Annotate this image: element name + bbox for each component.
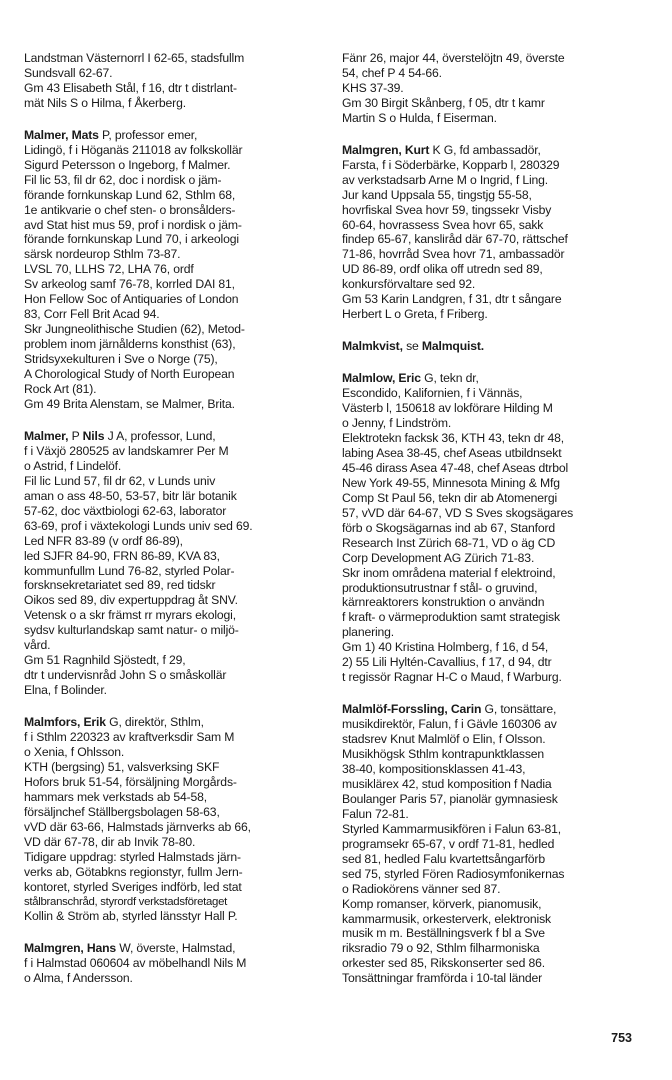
line-text: vVD där 63-66, Halmstads järnverks ab 66, — [24, 819, 251, 834]
line-text: Sundsvall 62-67. — [24, 65, 113, 80]
line-text: LVSL 70, LLHS 72, LHA 76, ordf — [24, 262, 194, 277]
line-text: Vetensk o a skr främst rr myrars ekologi, — [24, 608, 236, 623]
line-text: 38-40, kompositionsklassen 41-43, — [342, 761, 526, 776]
text-line — [342, 777, 644, 792]
text-line — [342, 581, 644, 596]
line-text: led SJFR 84-90, FRN 86-89, KVA 83, — [24, 548, 220, 563]
text-line — [24, 730, 326, 745]
line-text: Herbert L o Greta, f Friberg. — [342, 307, 488, 322]
line-text: o Xenia, f Ohlsson. — [24, 744, 125, 759]
text-line — [24, 459, 326, 474]
text-line — [342, 461, 644, 476]
line-text: t regissör Ragnar H-C o Maud, f Warburg. — [342, 670, 562, 685]
text-line — [24, 444, 326, 459]
text-line — [342, 610, 644, 625]
line-text: hovrfiskal Svea hovr 59, tingssekr Visby — [342, 202, 552, 217]
text-line — [342, 51, 644, 66]
text-line — [24, 638, 326, 653]
line-text: W, överste, Halmstad, — [116, 941, 236, 956]
line-text: orkester sed 85, Rikskonserter sed 86. — [342, 956, 545, 971]
text-line — [342, 386, 644, 401]
text-line — [24, 835, 326, 850]
text-line — [24, 805, 326, 820]
text-line — [342, 595, 644, 610]
line-text: sydsv kulturlandskap samt natur- o miljö- — [24, 623, 239, 638]
line-text: o Radiokörens vänner sed 87. — [342, 881, 501, 896]
biography-entry — [342, 371, 644, 685]
text-line — [342, 247, 644, 262]
text-line — [342, 371, 644, 386]
line-text: Musikhögsk Sthlm kontrapunktklassen — [342, 747, 545, 762]
text-line — [342, 655, 644, 670]
line-text: KTH (bergsing) 51, valsverksing SKF — [24, 759, 220, 774]
biography-entry — [342, 702, 644, 986]
text-line — [342, 926, 644, 941]
text-line — [24, 549, 326, 564]
text-line — [342, 401, 644, 416]
line-text: 57, vVD där 64-67, VD S Sves skogsägares — [342, 505, 574, 520]
line-text: Tidigare uppdrag: styrled Halmstads järn- — [24, 849, 241, 864]
line-text: labing Asea 38-45, chef Aseas utbildnsekt — [342, 445, 562, 460]
line-text: 45-46 dirass Asea 47-48, chef Aseas dtrbol — [342, 460, 569, 475]
text-line — [342, 232, 644, 247]
text-line — [342, 762, 644, 777]
text-line — [24, 173, 326, 188]
text-line — [342, 81, 644, 96]
text-line — [342, 912, 644, 927]
line-text: verks ab, Götabkns regionstyr, fullm Jern- — [24, 864, 243, 879]
text-line — [342, 551, 644, 566]
text-line — [24, 322, 326, 337]
biography-entry — [24, 429, 326, 698]
text-line — [342, 476, 644, 491]
text-line — [24, 653, 326, 668]
entry-headword: Malmlow, Eric — [342, 371, 421, 386]
text-line — [342, 792, 644, 807]
text-line — [24, 81, 326, 96]
text-line — [24, 247, 326, 262]
line-text: Elektrotekn facksk 36, KTH 43, tekn dr 48, — [342, 430, 564, 445]
text-line — [342, 566, 644, 581]
line-text: Led NFR 83-89 (v ordf 86-89), — [24, 533, 183, 548]
text-line — [342, 111, 644, 126]
text-line — [342, 670, 644, 685]
text-line — [24, 158, 326, 173]
line-text: av verkstadsarb Arne M o Ingrid, f Ling. — [342, 172, 549, 187]
text-line — [342, 96, 644, 111]
text-line — [24, 96, 326, 111]
line-text: Corp Development AG Zürich 71-83. — [342, 550, 535, 565]
text-line — [24, 880, 326, 895]
line-text: Fil lic Lund 57, fil dr 62, v Lunds univ — [24, 473, 216, 488]
entry-headword: Malmlöf-Forssling, Carin — [342, 702, 482, 717]
text-line — [24, 850, 326, 865]
text-line — [342, 66, 644, 81]
text-line — [342, 431, 644, 446]
line-text: Martin S o Hulda, f Eiserman. — [342, 110, 497, 125]
biography-entry — [342, 143, 644, 322]
text-line — [24, 504, 326, 519]
biography-entry — [24, 128, 326, 412]
line-text: f i Sthlm 220323 av kraftverksdir Sam M — [24, 730, 235, 745]
text-line — [342, 867, 644, 882]
line-text: P, professor emer, — [98, 127, 198, 142]
text-line — [342, 218, 644, 233]
text-line — [342, 941, 644, 956]
line-text: planering. — [342, 625, 395, 640]
line-text: Oikos sed 89, div expertuppdrag åt SNV. — [24, 593, 238, 608]
text-line — [24, 337, 326, 352]
text-line — [342, 640, 644, 655]
text-line — [342, 822, 644, 837]
text-line — [342, 143, 644, 158]
text-line — [342, 339, 644, 354]
text-line — [24, 760, 326, 775]
text-line — [342, 506, 644, 521]
text-line — [24, 865, 326, 880]
text-line — [24, 715, 326, 730]
line-text: Skr Jungneolithische Studien (62), Metod- — [24, 322, 245, 337]
line-text: o Jenny, f Lindström. — [342, 416, 452, 431]
line-text: 1e antikvarie o chef sten- o bronsålders- — [24, 202, 236, 217]
text-line — [342, 203, 644, 218]
line-text: riksradio 79 o 92, Sthlm filharmoniska — [342, 941, 540, 956]
line-text: Gm 49 Brita Alenstam, se Malmer, Brita. — [24, 396, 235, 411]
line-text: produktionsutrustnar f stål- o gruvind, — [342, 580, 538, 595]
line-text: Gm 53 Karin Landgren, f 31, dtr t sångare — [342, 292, 562, 307]
left-column — [24, 51, 326, 1003]
text-line — [24, 623, 326, 638]
line-text: Lidingö, f i Höganäs 211018 av folkskollär — [24, 142, 243, 157]
text-line — [342, 446, 644, 461]
biography-entry — [24, 715, 326, 924]
biography-entry — [342, 51, 644, 126]
text-line — [342, 307, 644, 322]
line-text: se — [402, 339, 422, 354]
line-text: Elna, f Bolinder. — [24, 683, 107, 698]
text-line — [24, 203, 326, 218]
line-text: Tonsättningar framförda i 10-tal länder — [342, 971, 543, 986]
text-line — [342, 852, 644, 867]
entry-headword: Malmfors, Erik — [24, 715, 106, 730]
text-line — [24, 745, 326, 760]
text-line — [342, 416, 644, 431]
text-line — [24, 909, 326, 924]
text-line — [24, 262, 326, 277]
line-text: Fil lic 53, fil dr 62, doc i nordisk o jäm- — [24, 172, 222, 187]
biography-entry — [24, 51, 326, 111]
text-line — [342, 188, 644, 203]
entry-headword: Malmquist. — [421, 339, 485, 354]
line-text: Jur kand Uppsala 55, tingstjg 55-58, — [342, 187, 532, 202]
line-text: P — [68, 428, 83, 443]
line-text: sed 81, hedled Falu kvartettsångarförb — [342, 851, 545, 866]
text-line — [342, 702, 644, 717]
line-text: o Alma, f Andersson. — [24, 971, 133, 986]
line-text: kontoret, styrled Sveriges indförb, led stat — [24, 879, 242, 894]
text-line — [24, 790, 326, 805]
line-text: Comp St Paul 56, tekn dir ab Atomenergi — [342, 490, 558, 505]
text-line — [24, 775, 326, 790]
text-line — [24, 564, 326, 579]
line-text: f i Växjö 280525 av landskamrer Per M — [24, 443, 229, 458]
line-text: särsk nordeurop Sthlm 73-87. — [24, 247, 181, 262]
line-text: mät Nils S o Hilma, f Åkerberg. — [24, 95, 186, 110]
text-line — [24, 232, 326, 247]
line-text: avd Stat hist mus 59, prof i nordisk o jäm- — [24, 217, 242, 232]
line-text: Fänr 26, major 44, överstelöjtn 49, överste — [342, 51, 565, 65]
biography-entry — [24, 941, 326, 986]
text-line — [24, 367, 326, 382]
text-line — [24, 128, 326, 143]
line-text: G, tekn dr, — [420, 371, 479, 386]
text-line — [24, 292, 326, 307]
line-text: J A, professor, Lund, — [104, 428, 216, 443]
line-text: Rock Art (81). — [24, 382, 97, 397]
line-text: Boulanger Paris 57, pianolär gymnasiesk — [342, 791, 558, 806]
entry-headword: Malmgren, Hans — [24, 941, 117, 956]
text-line — [342, 837, 644, 852]
line-text: dtr t undervisnråd John S o småskollär — [24, 668, 227, 683]
page-number: 753 — [611, 1031, 632, 1045]
text-line — [24, 534, 326, 549]
line-text: Landstman Västernorrl I 62-65, stadsfullm — [24, 51, 245, 65]
line-text: stadsrev Knut Malmlöf o Elin, f Olsson. — [342, 732, 546, 747]
line-text: f kraft- o värmeproduktion samt strategisk — [342, 610, 560, 625]
line-text: Hon Fellow Soc of Antiquaries of London — [24, 292, 239, 307]
text-line — [24, 277, 326, 292]
text-line — [24, 519, 326, 534]
entry-headword: Malmgren, Kurt — [342, 142, 430, 157]
line-text: 2) 55 Lili Hyltén-Cavallius, f 17, d 94, dtr — [342, 655, 552, 670]
line-text: kommunfullm Lund 76-82, styrled Polar- — [24, 563, 235, 578]
text-line — [24, 382, 326, 397]
line-text: hammars mek verkstads ab 54-58, — [24, 789, 207, 804]
text-line — [24, 188, 326, 203]
text-line — [24, 143, 326, 158]
text-line — [342, 747, 644, 762]
text-line — [24, 608, 326, 623]
line-text: o Astrid, f Lindelöf. — [24, 458, 122, 473]
line-text: Escondido, Kalifornien, f i Vännäs, — [342, 386, 523, 401]
line-text: A Chorological Study of North European — [24, 367, 235, 382]
text-line — [342, 732, 644, 747]
text-line — [342, 807, 644, 822]
text-line — [342, 158, 644, 173]
text-line — [24, 397, 326, 412]
line-text: 54, chef P 4 54-66. — [342, 65, 442, 80]
line-text: Sigurd Petersson o Ingeborg, f Malmer. — [24, 157, 231, 172]
line-text: sed 75, styrled Fören Radiosymfonikernas — [342, 866, 565, 881]
entry-headword: Malmkvist, — [342, 339, 403, 354]
line-text: Sv arkeolog samf 76-78, korrled DAI 81, — [24, 277, 235, 292]
line-text: G, direktör, Sthlm, — [105, 715, 204, 730]
text-line — [24, 895, 326, 910]
right-column — [342, 51, 644, 1003]
text-line — [342, 173, 644, 188]
line-text: K G, fd ambassadör, — [429, 142, 541, 157]
text-line — [24, 593, 326, 608]
line-text: programsekr 65-67, v ordf 71-81, hedled — [342, 836, 555, 851]
line-text: Research Inst Zürich 68-71, VD o äg CD — [342, 535, 556, 550]
line-text: kärnreaktorers konstruktion o användn — [342, 595, 545, 610]
line-text: 71-86, hovrråd Svea hovr 71, ambassadör — [342, 247, 565, 262]
line-text: Styrled Kammarmusikfören i Falun 63-81, — [342, 821, 562, 836]
line-text: förande fornkunskap Lund 70, i arkeologi — [24, 232, 239, 247]
line-text: försäljnchef Ställbergsbolagen 58-63, — [24, 804, 220, 819]
text-line — [24, 429, 326, 444]
line-text: 57-62, doc växtbiologi 62-63, laborator — [24, 503, 227, 518]
text-line — [24, 941, 326, 956]
line-text: findep 65-67, kanslіråd där 67-70, rättschef — [342, 232, 568, 247]
line-text: musikdirektör, Falun, f i Gävle 160306 av — [342, 717, 557, 732]
line-text: Skr inom områdena material f elektroind, — [342, 565, 556, 580]
text-line — [342, 536, 644, 551]
line-text: aman o ass 48-50, 53-57, bitr lär botanik — [24, 488, 237, 503]
line-text: Farsta, f i Söderbärke, Kopparb l, 280329 — [342, 157, 560, 172]
text-line — [342, 521, 644, 536]
line-text: UD 86-89, ordf olika off utredn sed 89, — [342, 262, 543, 277]
text-line — [24, 307, 326, 322]
line-text: vård. — [24, 638, 51, 653]
biography-entry — [342, 339, 644, 354]
line-text: VD där 67-78, dir ab Invik 78-80. — [24, 834, 196, 849]
line-text: Gm 51 Ragnhild Sjöstedt, f 29, — [24, 653, 186, 668]
text-line — [24, 578, 326, 593]
line-text: KHS 37-39. — [342, 80, 404, 95]
text-line — [342, 625, 644, 640]
line-text: musik m m. Beställningsverk f bl a Sve — [342, 926, 545, 941]
line-text: Komp romanser, körverk, pianomusik, — [342, 896, 542, 911]
line-text: Kollin & Ström ab, styrled länsstyr Hall P. — [24, 909, 238, 924]
text-line — [24, 218, 326, 233]
line-text: G, tonsättare, — [481, 702, 557, 717]
line-text: kammarmusik, orkesterverk, elektronisk — [342, 911, 551, 926]
entry-headword: Nils — [82, 428, 105, 443]
text-line — [24, 51, 326, 66]
entry-headword: Malmer, Mats — [24, 127, 99, 142]
text-line — [342, 956, 644, 971]
line-text: forsknsekretariatet sed 89, red tidskr — [24, 578, 216, 593]
line-text: 83, Corr Fell Brit Acad 94. — [24, 307, 160, 322]
text-line — [24, 474, 326, 489]
text-line — [342, 277, 644, 292]
line-text: stålbranschråd, styrordf verkstadsföretaget — [24, 895, 227, 908]
line-text: New York 49-55, Minnesota Mining & Mfg — [342, 475, 560, 490]
text-line — [342, 292, 644, 307]
line-text: Falun 72-81. — [342, 806, 409, 821]
line-text: Stridsyxekulturen i Sve o Norge (75), — [24, 352, 218, 367]
text-line — [342, 971, 644, 986]
text-line — [24, 489, 326, 504]
text-line — [342, 897, 644, 912]
line-text: förande fornkunskap Lund 62, Sthlm 68, — [24, 187, 236, 202]
line-text: Gm 1) 40 Kristina Holmberg, f 16, d 54, — [342, 640, 549, 655]
text-line — [24, 668, 326, 683]
line-text: f i Halmstad 060604 av möbelhandl Nils M — [24, 956, 247, 971]
line-text: problem inom järnålderns konsthist (63), — [24, 337, 236, 352]
line-text: Hofors bruk 51-54, försäljning Morgårds- — [24, 774, 237, 789]
line-text: förb o Skogsägarnas ind ab 67, Stanford — [342, 520, 555, 535]
line-text: Västerb l, 150618 av lokförare Hilding M — [342, 401, 553, 416]
text-line — [24, 66, 326, 81]
line-text: Gm 43 Elisabeth Stål, f 16, dtr t distrlant- — [24, 80, 237, 95]
line-text: 60-64, hovrassess Svea hovr 65, sakk — [342, 217, 544, 232]
text-line — [24, 820, 326, 835]
line-text: konkursförvaltare sed 92. — [342, 277, 476, 292]
line-text: Gm 30 Birgit Skånberg, f 05, dtr t kamr — [342, 95, 545, 110]
text-line — [24, 956, 326, 971]
text-line — [24, 971, 326, 986]
text-line — [24, 352, 326, 367]
text-line — [342, 717, 644, 732]
line-text: musiklärex 42, stud komposition f Nadia — [342, 776, 552, 791]
text-line — [24, 683, 326, 698]
text-line — [342, 882, 644, 897]
entry-headword: Malmer, — [24, 428, 69, 443]
text-line — [342, 491, 644, 506]
line-text: 63-69, prof i växtekologi Lunds univ sed 69. — [24, 518, 253, 533]
text-line — [342, 262, 644, 277]
